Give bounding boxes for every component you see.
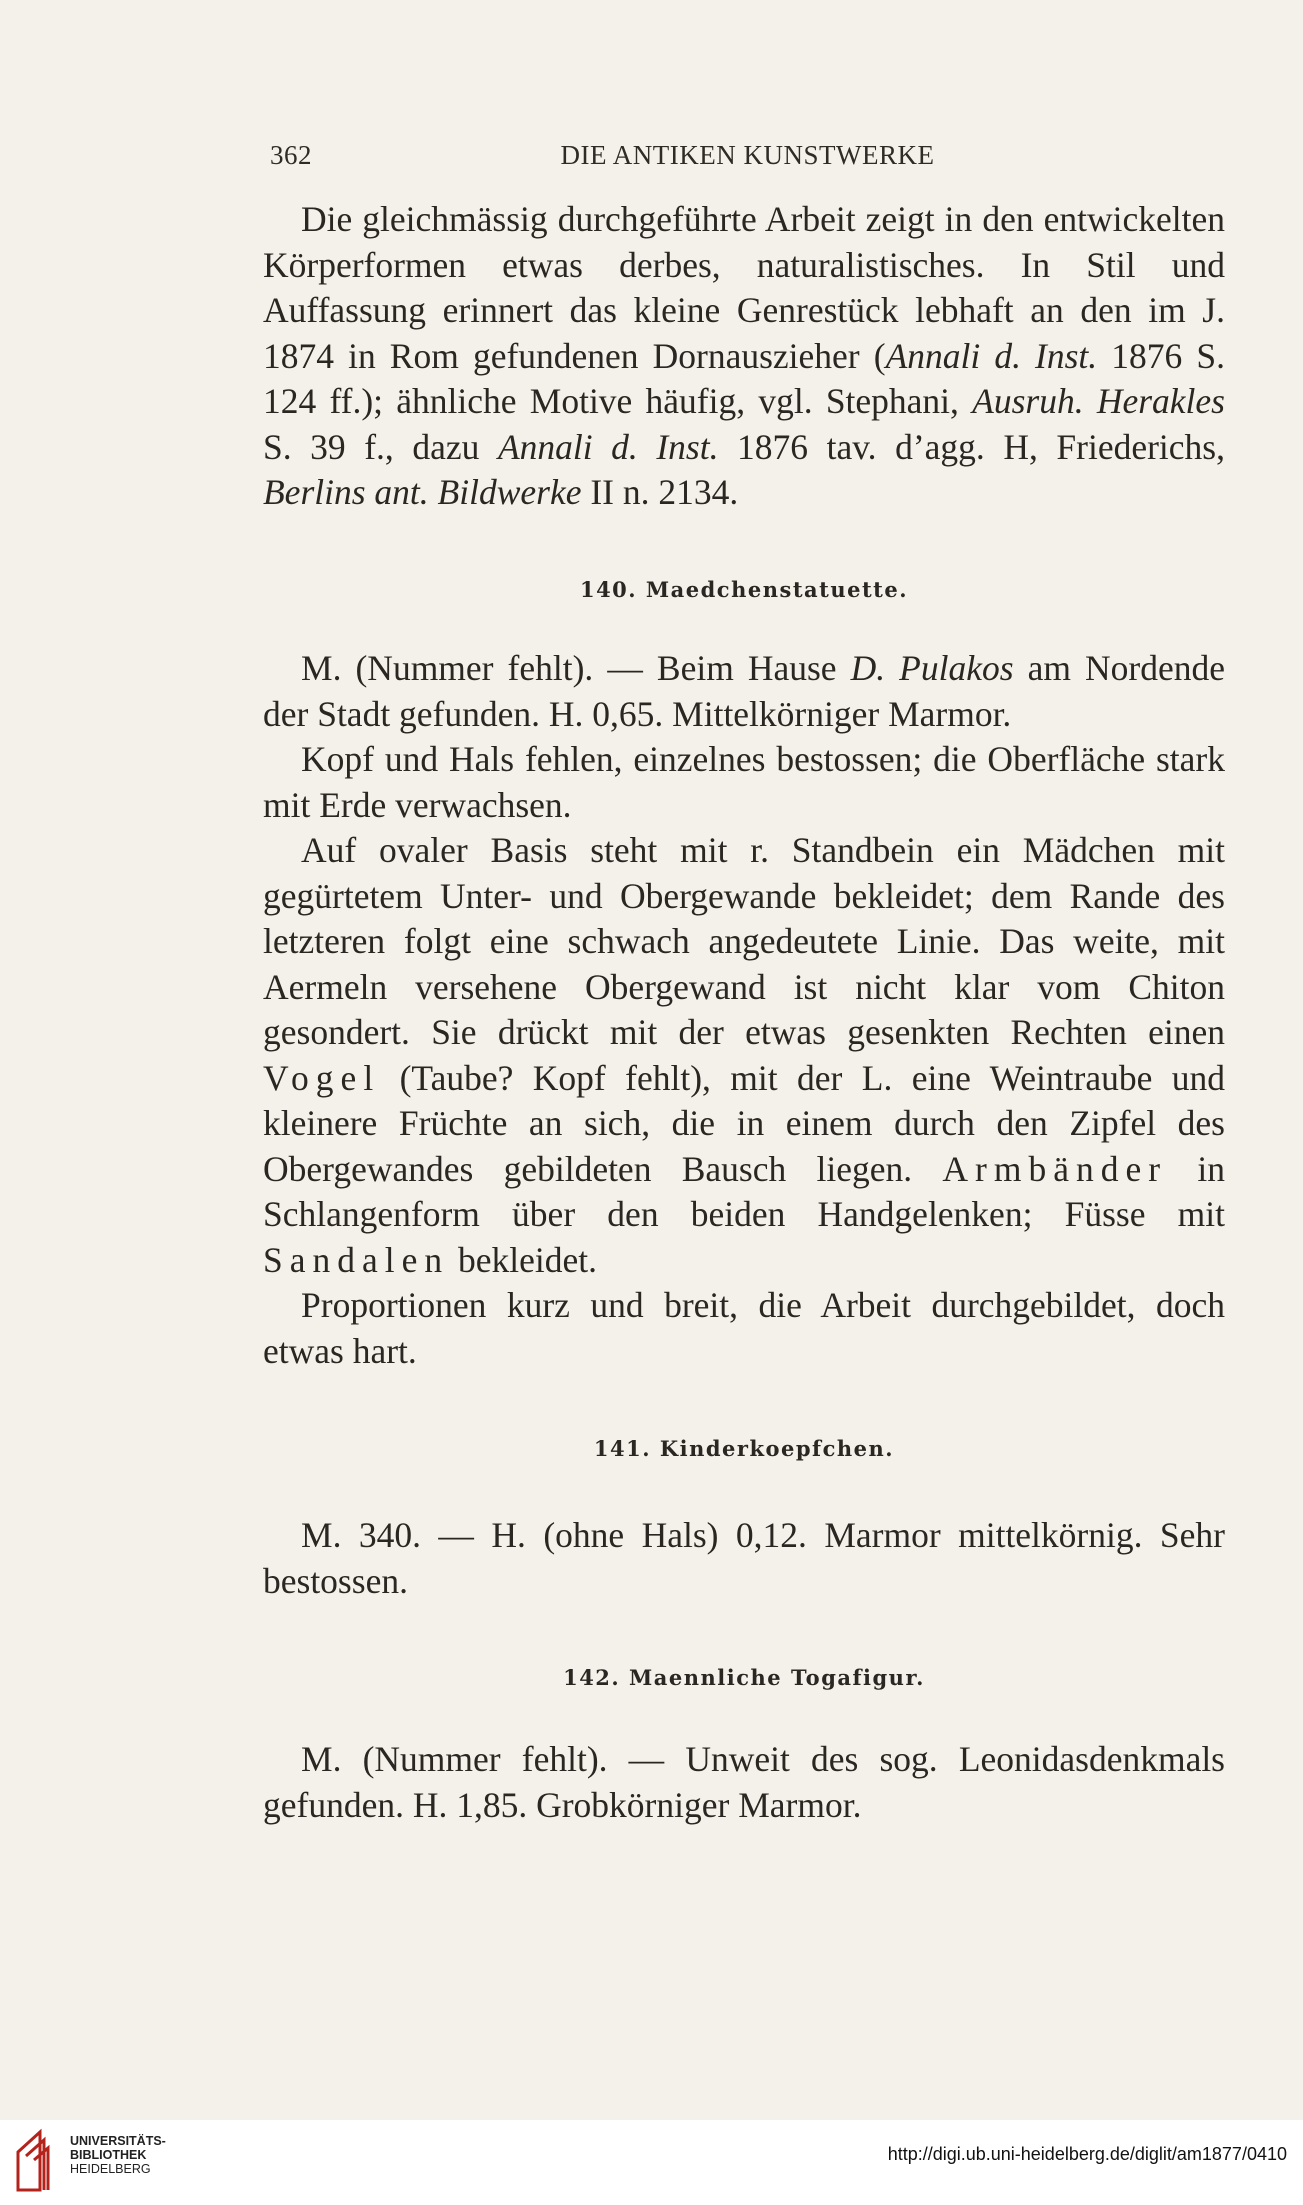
intro-paragraph-block	[263, 197, 1225, 516]
section-140-paragraph	[263, 828, 1225, 1283]
section-heading-140: 140. Maedchenstatuette.	[579, 577, 909, 602]
body-text: bekleidet.	[449, 1239, 597, 1280]
section-142-paragraph: M. (Nummer fehlt). — Unweit des sog. Leonidasdenkmals gefunden. H. 1,85. Grobkörniger Marmor.	[263, 1739, 1225, 1825]
spaced-term: Vogel	[263, 1057, 381, 1098]
intro-text: S. 39 f., dazu	[263, 426, 498, 467]
body-text: M. (Nummer fehlt). — Beim Hause	[301, 648, 851, 688]
body-text: am Nordende der Stadt gefunden. H. 0,65. Mittelkörniger Marmor.	[263, 648, 1225, 734]
section-heading-141: 141. Kinderkoepfchen.	[593, 1436, 895, 1461]
section-142-body	[263, 1737, 1225, 1828]
section-141-body	[263, 1513, 1225, 1604]
intro-paragraph	[263, 197, 1225, 516]
citation-annali: Annali d. Inst.	[885, 335, 1098, 376]
body-text: Auf ovaler Basis steht mit r. Standbein ein Mädchen mit gegürtetem Unter- und Obergewande bekleidet; dem Rande des letzteren folgt eine schwach angedeutete Linie. Das weite, mit Aermeln versehene Obergewand ist nicht klar vom Chiton gesondert. Sie drückt mit der etwas gesenkten Rechten einen	[263, 830, 1225, 1052]
section-140-paragraph	[263, 646, 1225, 737]
citation-annali: Annali d. Inst.	[497, 426, 719, 467]
library-footer	[0, 2120, 1303, 2205]
spaced-term: Armbänder	[942, 1148, 1168, 1189]
source-url[interactable]: http://digi.ub.uni-heidelberg.de/diglit/am1877/0410	[887, 2144, 1287, 2164]
running-title: DIE ANTIKEN KUNSTWERKE	[560, 140, 935, 170]
intro-text: II n. 2134.	[581, 472, 739, 512]
section-140-paragraph: Proportionen kurz und breit, die Arbeit durchgebildet, doch etwas hart.	[263, 1285, 1225, 1371]
citation-ausruh: Ausruh. Herakles	[972, 381, 1225, 421]
spaced-term: Sandalen	[263, 1239, 450, 1280]
intro-text: Die gleichmässig durchgeführte Arbeit zeigt in den entwickelten Körperformen etwas derbes, naturalistisches. In Stil und Auffassung erinnert das kleine Genrestück lebhaft an den im J. 1874 in Rom gefundenen Dornauszieher (	[263, 199, 1225, 376]
body-text: in Schlangenform über den beiden Handgelenken; Füsse mit	[263, 1148, 1225, 1234]
library-name	[70, 2134, 166, 2176]
section-141-paragraph: M. 340. — H. (ohne Hals) 0,12. Marmor mittelkörnig. Sehr bestossen.	[263, 1515, 1225, 1601]
intro-text: 1876 tav. d’agg. H, Friederichs,	[718, 426, 1225, 467]
section-140-paragraph: Kopf und Hals fehlen, einzelnes bestossen; die Oberfläche stark mit Erde verwachsen.	[263, 739, 1225, 825]
library-name-line: HEIDELBERG	[70, 2162, 151, 2176]
section-140-body	[263, 646, 1225, 1374]
body-text: (Taube? Kopf fehlt), mit der L. eine Weintraube und kleinere Früchte an sich, die in einem durch den Zipfel des Obergewandes gebildeten Bausch liegen.	[263, 1057, 1225, 1189]
library-name-line: UNIVERSITÄTS-	[70, 2134, 166, 2148]
intro-text: 1876 S. 124 ff.); ähnliche Motive häufig, vgl. Stephani,	[263, 335, 1225, 421]
citation-berlins: Berlins ant. Bildwerke	[263, 472, 582, 512]
library-logo-icon	[14, 2128, 64, 2194]
section-heading-142: 142. Maennliche Togafigur.	[563, 1665, 925, 1690]
italic-name: D. Pulakos	[850, 648, 1014, 688]
page-number: 362	[270, 140, 312, 170]
library-name-line: BIBLIOTHEK	[70, 2148, 147, 2162]
